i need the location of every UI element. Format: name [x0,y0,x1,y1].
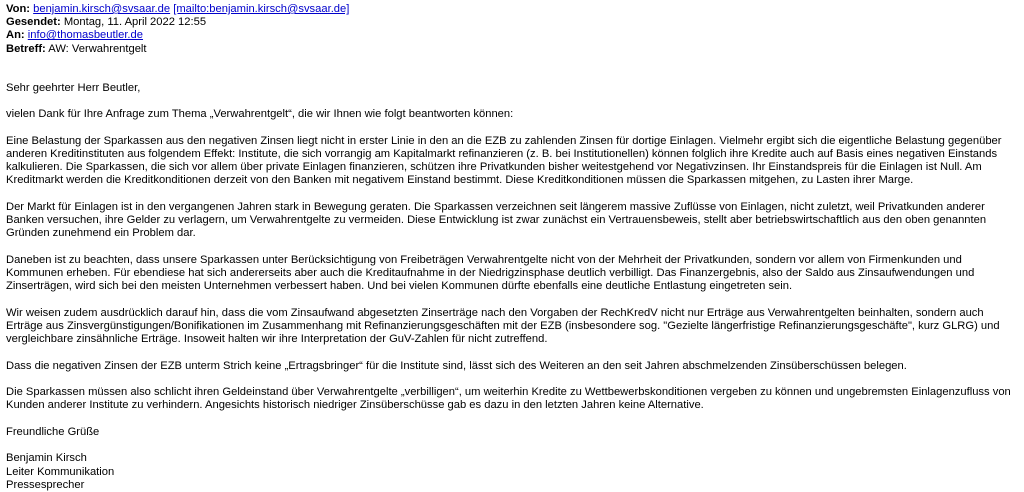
sent-value: Montag, 11. April 2022 12:55 [63,16,207,29]
paragraph-daneben: Daneben ist zu beachten, dass unsere Sparkassen unter Berücksichtigung von Freibeträgen Verwahrentgelte nicht von der Mehrheit der Privatkunden, sondern vor allem von Firmenkunden und Kommunen erheben. Für ebendiese hat sich andererseits aber auch die Kreditaufnahme in der Niedrigzinsphase deutlich verbilligt. Das Finanzergebnis, also der Saldo aus Zinsaufwendungen und Zinserträgen, wird sich bei den meisten Unternehmen verbessert haben. Und bei vielen Kommunen dürfte ebenfalls eine deutliche Entlastung eingetreten sein. [6,253,975,293]
to-label: An: [6,29,25,42]
paragraph-intro: vielen Dank für Ihre Anfrage zum Thema „Verwahrentgelt“, die wir Ihnen wie folgt beantworten können: [6,108,514,121]
sent-label: Gesendet: [6,16,61,29]
signature-title: Leiter Kommunikation [6,465,115,478]
paragraph-markt: Der Markt für Einlagen ist in den vergangenen Jahren stark in Bewegung geraten. Die Sparkassen verzeichnen seit längerem massive Zuflüsse von Einlagen, nicht zuletzt, weil Privatkunden anderer Banken versuchen, ihre Gelder zu verlagern, um Verwahrentgelte zu vermeiden. Diese Entwicklung ist zwar zunächst ein Vertrauensbeweis, stellt aber betriebswirtschaftlich aus den oben genannten Gründen zunehmend ein Problem dar. [6,200,987,240]
paragraph-belastung: Eine Belastung der Sparkassen aus den negativen Zinsen liegt nicht in erster Linie in den an die EZB zu zahlenden Zinsen für dortige Einlagen. Vielmehr ergibt sich die eigentliche Belastung gegenüber anderen Kreditinstituten aus folgendem Effekt: Institute, die sich vorrangig am Kapitalmarkt refinanzieren (z. B. bei Institutionellen) können folglich ihre Kredite auch auf Basis eines negativen Einstands kalkulieren. Die Sparkassen, die sich vor allem über private Einlagen finanzieren, schützen ihre Privatkunden bisher weitestgehend vor Negativzinsen. Ihr Einstandspreis für die Einlagen ist Null. Am Kreditmarkt werden die Kreditkonditionen derzeit von den Banken mit negativem Einstand bestimmt. Diese Kreditkonditionen müssen die Sparkassen mitgehen, zu Lasten ihrer Marge. [6,134,1002,187]
header-from [6,3,1018,16]
subject-value: AW: Verwahrentgelt [48,42,147,55]
paragraph-ertragsbringer: Dass die negativen Zinsen der EZB unterm Strich keine „Ertragsbringer“ für die Institute sind, lässt sich des Weiteren an den seit Jahren abschmelzenden Zinsüberschüssen belegen. [6,359,907,372]
subject-label: Betreff: [6,42,46,55]
paragraph-hinweis: Wir weisen zudem ausdrücklich darauf hin, dass die vom Zinsaufwand abgesetzten Zinserträge nach den Vorgaben der RechKredV nicht nur Erträge aus Verwahrentgelten beinhalten, sondern auch Erträge aus Zinsvergünstigungen/Bonifikationen im Zusammenhang mit Refinanzierungsgeschäften mit der EZB (insbesondere sog. "Gezielte längerfristige Refinanzierungsgeschäfte", kurz GLRG) und vergleichbare zinsähnliche Erträge. Insoweit halten wir ihre Interpretation der GuV-Zahlen für nicht zutreffend. [6,306,1000,346]
from-mailto-link[interactable]: [mailto:benjamin.kirsch@svsaar.de] [173,3,350,15]
signature-role: Pressesprecher [6,478,85,491]
header-subject [6,43,1018,56]
salutation: Sehr geehrter Herr Beutler, [6,81,141,94]
closing: Freundliche Grüße [6,425,100,438]
paragraph-geldeinstand: Die Sparkassen müssen also schlicht ihren Geldeinstand über Verwahrentgelte „verbilligen“, um weiterhin Kredite zu Wettbewerbskonditionen vergeben zu können und ungebremsten Einlagenzufluss von Kunden anderer Institute zu verhindern. Angesichts historisch niedriger Zinsüberschüsse gab es dazu in den letzten Jahren keine Alternative. [6,386,1011,412]
to-email-link[interactable]: info@thomasbeutler.de [27,29,143,42]
from-email-link[interactable]: benjamin.kirsch@svsaar.de [33,3,171,15]
from-label: Von: [6,3,31,15]
header-sent [6,16,1018,29]
header-to [6,29,1018,42]
signature-name: Benjamin Kirsch [6,452,87,465]
